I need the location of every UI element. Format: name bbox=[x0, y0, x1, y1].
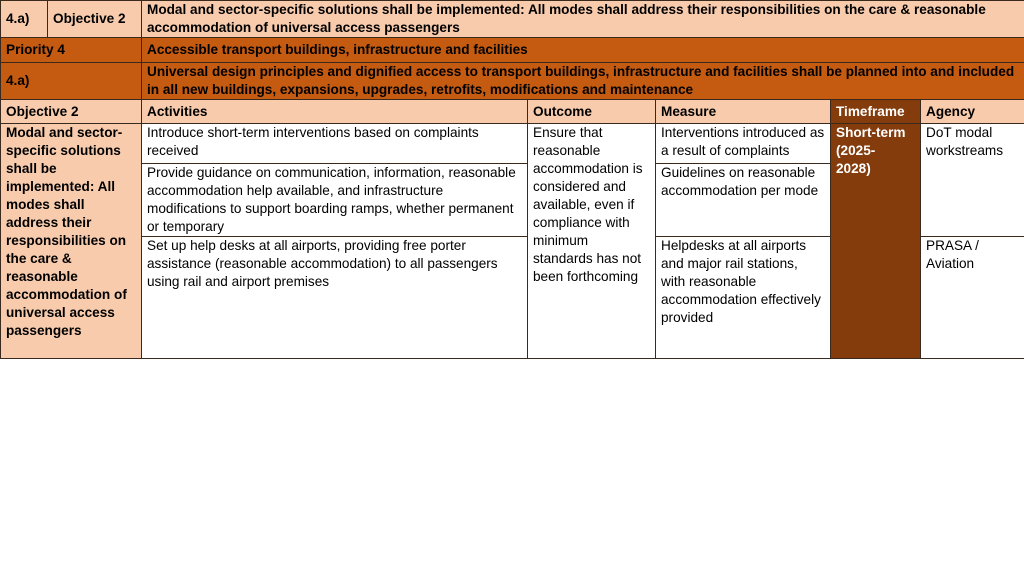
header-objective-label: Objective 2 bbox=[48, 1, 142, 38]
header-code: 4.a) bbox=[1, 1, 48, 38]
timeframe-line: Short-term bbox=[836, 125, 906, 140]
timeframe-line: (2025- bbox=[836, 143, 876, 158]
col-header-timeframe: Timeframe bbox=[831, 100, 921, 124]
priority-label: Priority 4 bbox=[1, 38, 142, 63]
activity-cell: Introduce short-term interventions based on complaints received bbox=[142, 124, 528, 164]
measure-cell: Guidelines on reasonable accommodation per mode bbox=[656, 164, 831, 237]
outcome-cell: Ensure that reasonable accommodation is considered and available, even if compliance with minimum standards has not been forthcoming bbox=[528, 124, 656, 359]
priority-text: Accessible transport buildings, infrastructure and facilities bbox=[142, 38, 1024, 63]
col-header-agency: Agency bbox=[921, 100, 1024, 124]
timeframe-line: 2028) bbox=[836, 161, 871, 176]
objective-cell: Modal and sector-specific solutions shall be implemented: All modes shall address their responsibilities on the care & reasonable accommodation of universal access passengers bbox=[1, 124, 142, 359]
sub-priority-row bbox=[1, 63, 1024, 100]
objective-header-row bbox=[1, 1, 1024, 38]
header-objective-text: Modal and sector-specific solutions shall be implemented: All modes shall address their responsibilities on the care & reasonable accommodation of universal access passengers bbox=[142, 1, 1024, 38]
table-row bbox=[1, 124, 1024, 164]
col-header-measure: Measure bbox=[656, 100, 831, 124]
measure-cell: Helpdesks at all airports and major rail stations, with reasonable accommodation effectively provided bbox=[656, 237, 831, 359]
col-header-objective: Objective 2 bbox=[1, 100, 142, 124]
measure-cell: Interventions introduced as a result of complaints bbox=[656, 124, 831, 164]
col-header-activities: Activities bbox=[142, 100, 528, 124]
col-header-outcome: Outcome bbox=[528, 100, 656, 124]
agency-cell: PRASA / Aviation bbox=[921, 237, 1024, 359]
activity-cell: Set up help desks at all airports, providing free porter assistance (reasonable accommodation) to all passengers using rail and airport premises bbox=[142, 237, 528, 359]
timeframe-cell bbox=[831, 124, 921, 359]
agency-cell: DoT modal workstreams bbox=[921, 124, 1024, 237]
column-header-row bbox=[1, 100, 1024, 124]
priority-row bbox=[1, 38, 1024, 63]
activity-cell: Provide guidance on communication, information, reasonable accommodation help available, and infrastructure modifications to support boarding ramps, whether permanent or temporary bbox=[142, 164, 528, 237]
sub-priority-text: Universal design principles and dignified access to transport buildings, infrastructure and facilities shall be planned into and included in all new buildings, expansions, upgrades, retrofits, modifications and maintenance bbox=[142, 63, 1024, 100]
sub-priority-code: 4.a) bbox=[1, 63, 142, 100]
